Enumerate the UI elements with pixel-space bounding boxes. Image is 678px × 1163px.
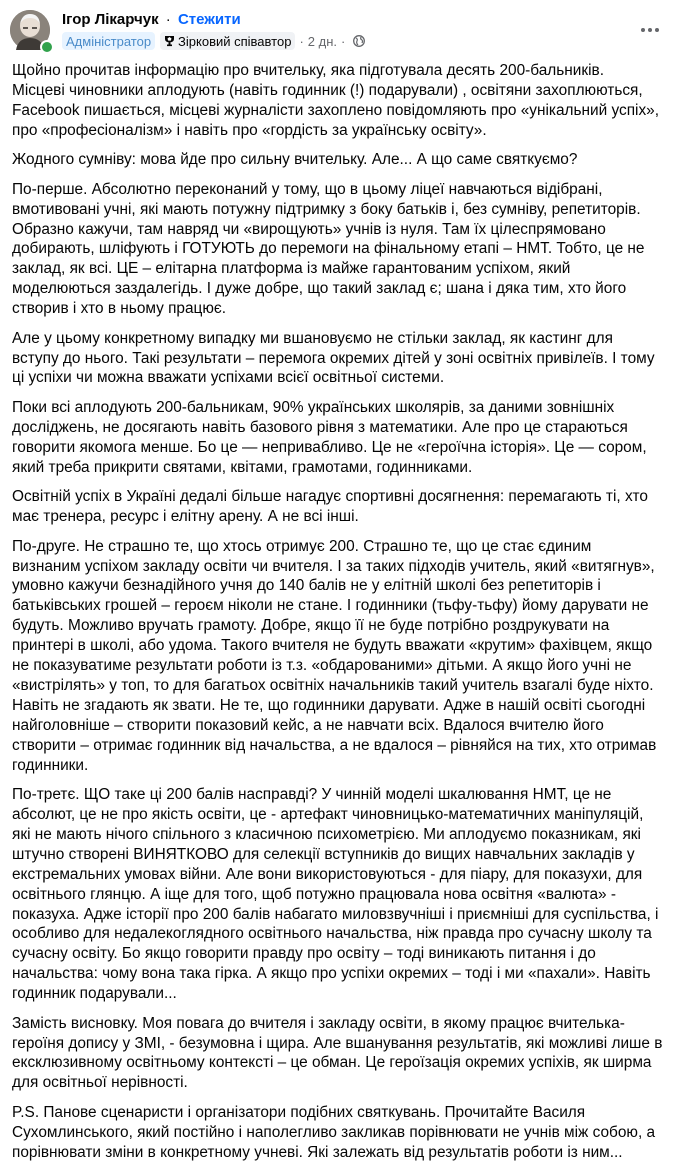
more-options-dots [640, 27, 660, 33]
paragraph-no-doubt: Жодного сумніву: мова йде про сильну вчительку. Але... А що саме святкуємо? [12, 151, 578, 169]
paragraph-second: По-друге. Не страшно те, що хтось отримує 200. Страшно те, що це стає єдиним визнаним успіхом закладу освіти чи вчителя. І за таких підходів учитель, який «витягнув», умовно кажучи безнадійного учня до 140 балів не у елітній школі без репетиторів і батьківських грошей – героєм ніколи не стане. І годинники (тьфу-тьфу) йому дарувати не будуть. Можливо вручать грамоту. Добре, якщо її не буде потрібно роздрукувати на принтері в школі, або удома. Такого вчителя не будуть вважати «крутим» фахівцем, якщо не показуватиме результати роботи із т.з. «обдарованими» дітьми. А якщо його учні не «вистрілять» у топ, то для багатьох освітніх начальників такий учитель взагалі буде ніхто. Навіть не згадають як звати. Не те, що годинники дарувати. Адже в нашій освіті сьогодні найголовніше – створити показовий кейс, а не навчати всіх. Вдалося вчителю його створити – отримає годинник від начальства, а не вдалося – рівняйся на тих, хто отримав годинники. [12, 537, 657, 774]
paragraph-conclusion: Замість висновку. Моя повага до вчителя і закладу освіти, в якому працює вчителька- героїня допису у ЗМІ, - безумовна і щира. Але вшанування результатів, які можливі лише в ексклюзивному освітньому контексті – це обман. Це героїзація окремих успіхів, як ширма для освітньої нерівності. [12, 1014, 663, 1092]
name-separator: · [165, 11, 171, 28]
paragraph-casting: Але у цьому конкретному випадку ми вшановуємо не стільки заклад, як кастинг для вступу до нього. Такі результати – перемога окремих дітей у зоні освітніх привілеїв. І тому ці успіхи чи можна вважати успіхами всієї освітньої системи. [12, 329, 655, 387]
name-line [62, 10, 241, 29]
follow-button[interactable]: Стежити [177, 11, 241, 28]
paragraph-statistics: Поки всі аплодують 200-бальникам, 90% українських школярів, за даними зовнішніх досліджень, не досягають навіть базового рівня з математики. Але про це стараються говорити якомога менше. Бо це — непривабливо. Це не «героїчна історія». Це — сором, який треба прикрити святами, квітами, грамотами, годинниками. [12, 398, 647, 476]
paragraph-first: По-перше. Абсолютно переконаний у тому, що в цьому ліцеї навчаються відібрані, вмотивовані учні, які мають потужну підтримку з боку батьків і, без сумніву, репетиторів. Образно кажучи, там навряд чи «вирощують» учнів із нуля. Там їх цілеспрямовано добирають, шліфують і ГОТУЮТЬ до перемоги на фінальному етапі – НМТ. Тобто, це не заклад, як всі. ЦЕ – елітарна платформа із майже гарантованим успіхом, який моделюються заздалегідь. І дуже добре, що такий заклад є; шана і дяка тим, хто його створив і хто в ньому працює. [12, 180, 645, 318]
paragraph-ps: P.S. Панове сценаристи і організатори подібних святкувань. Прочитайте Василя Сухомлинського, який постійно і наполегливо закликав порівнювати не учнів між собою, а порівнювати зміни в конкретному учневі. Які залежать від результатів роботи із ним... [12, 1103, 656, 1161]
more-options-icon[interactable] [632, 12, 668, 48]
admin-badge[interactable]: Адміністратор [62, 32, 155, 50]
post-time[interactable]: 2 дн. [307, 33, 337, 49]
post-header [0, 0, 678, 60]
meta-line [62, 31, 365, 51]
globe-icon [353, 35, 365, 47]
online-status-indicator [40, 40, 54, 54]
paragraph-third: По-третє. ЩО таке ці 200 балів насправді? У чинній моделі шкалювання НМТ, це не абсолют, це не про якість освіти, це - артефакт чиновницько-математичних маніпуляцій, які не мають нічого спільного з класичною психометрією. Ми аплодуємо показникам, які штучно створені ВИНЯТКОВО для селекції вступників до вищих навчальних закладів у екстремальних умовах війни. Але вони використовуються - для піару, для показухи, для освітнього глянцю. А іще для того, щоб потужно працювала нова освітня «валюта» - показуха. Адже історії про 200 балів набагато миловзвучніші і приємніші для суспільства, і особливо для недалекоглядного освітнього начальства, ніж правда про сучасну школу та сучасну освіту. Бо якщо говорити правду про освіту – тоді виникають питання і до начальства: чому вона така гірка. А якщо про успіхи окремих – тоді і ми «пахали». Навіть годинник подарували... [12, 786, 659, 1003]
post-text [12, 61, 672, 1163]
star-contributor-badge[interactable] [160, 32, 295, 50]
time-separator: · [341, 33, 346, 49]
paragraph-intro: Щойно прочитав інформацію про вчительку, яка підготувала десять 200-бальників. Місцеві чиновники аплодують (навіть годинник (!) подарували) , освітяни захоплюються, Facebook пишається, місцеві журналісти захоплено повідомляють про «унікальний успіх», про «професіоналізм» і навіть про «гордість за українську освіту». [12, 62, 659, 139]
star-badge-label: Зірковий співавтор [178, 33, 292, 49]
paragraph-sport: Освітній успіх в Україні дедалі більше нагадує спортивні досягнення: перемагають ті, хто має тренера, ресурс і елітну арену. А не всі інші. [12, 488, 648, 526]
author-name[interactable]: Ігор Лікарчук [62, 11, 159, 28]
star-icon [164, 35, 175, 47]
meta-separator: · [299, 33, 304, 49]
